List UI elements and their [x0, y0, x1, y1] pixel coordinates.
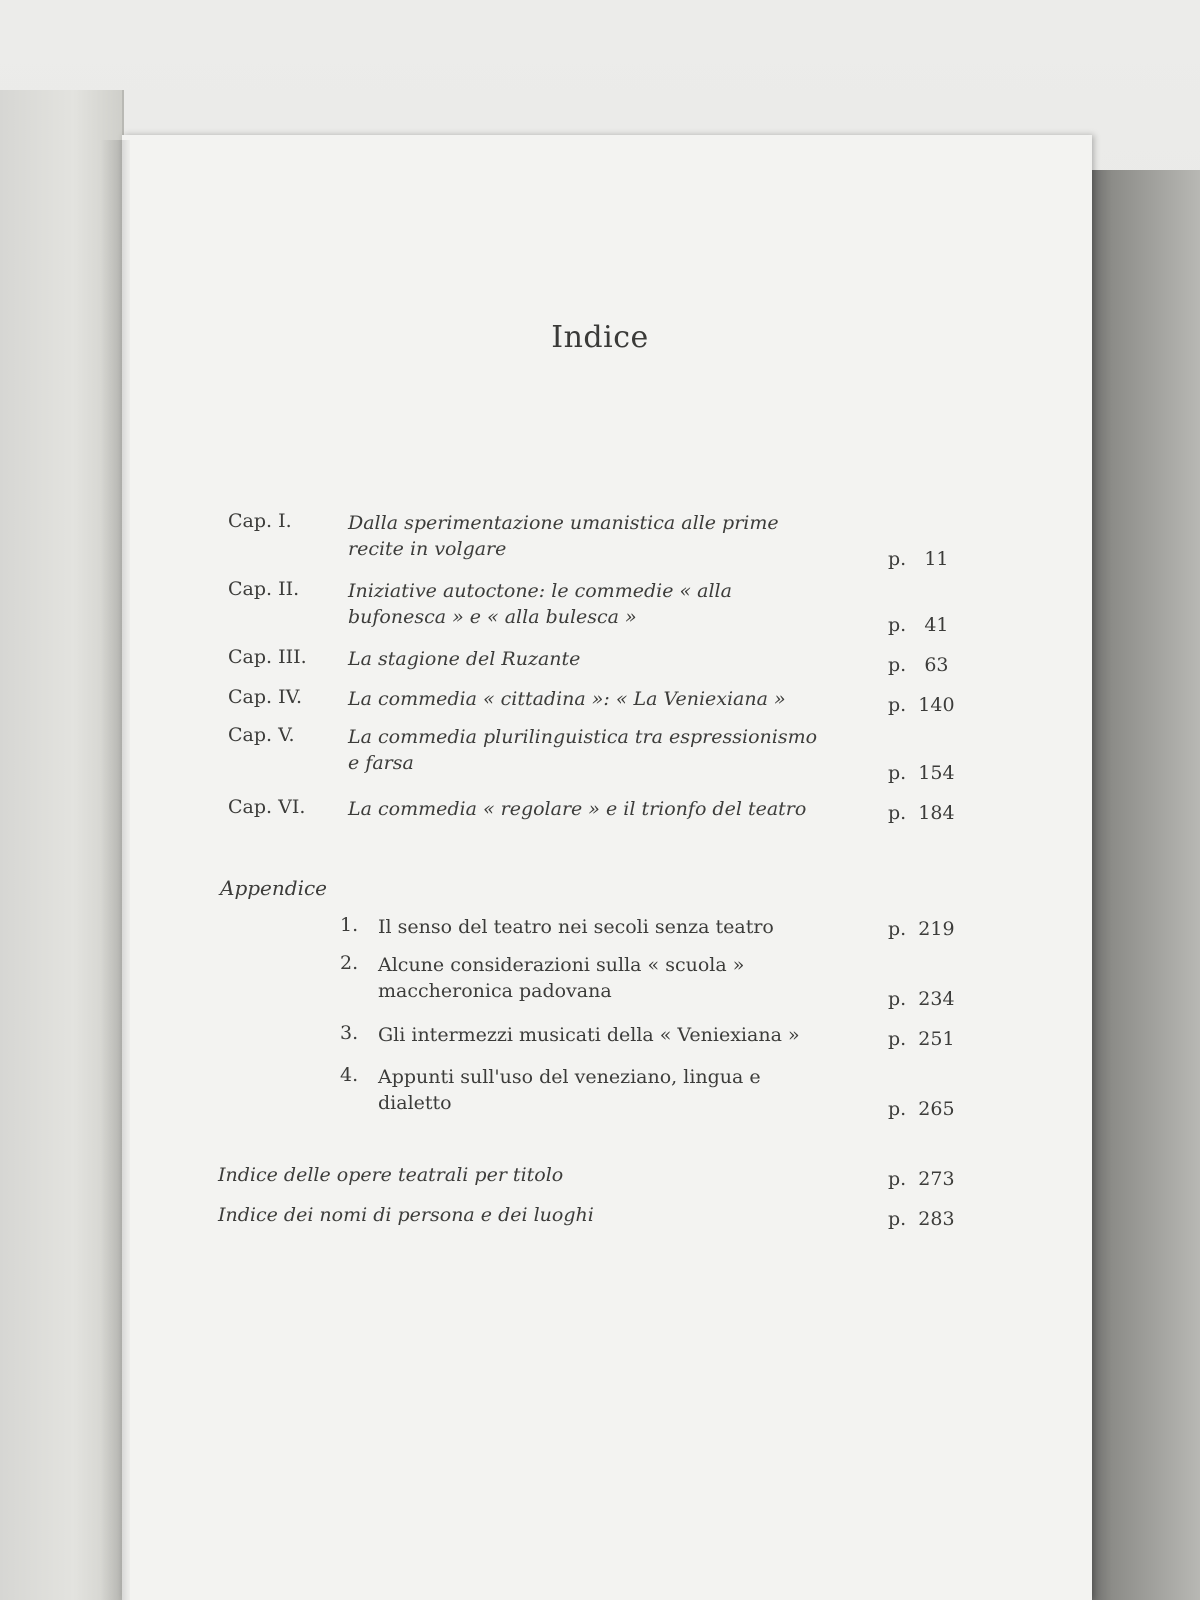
appendix-title: Il senso del teatro nei secoli senza teatro: [378, 916, 774, 938]
chapter-page: p. 184: [888, 802, 955, 824]
chapter-title: La commedia « cittadina »: « La Veniexiana »: [348, 688, 786, 710]
appendix-title: Gli intermezzi musicati della « Veniexiana »: [378, 1024, 800, 1046]
index-title: Indice dei nomi di persona e dei luoghi: [218, 1204, 594, 1226]
chapter-title: Iniziative autoctone: le commedie « alla bufonesca » e « alla bulesca »: [348, 580, 732, 628]
appendix-page: p. 219: [888, 918, 955, 940]
appendix-page: p. 251: [888, 1028, 955, 1050]
appendix-number: 3.: [340, 1022, 359, 1044]
chapter-label: Cap. V.: [228, 724, 295, 746]
chapter-label: Cap. II.: [228, 578, 300, 600]
gutter-shadow: [100, 140, 130, 1600]
book-cover-edge: [1090, 170, 1200, 1600]
appendix-heading: Appendice: [220, 876, 328, 900]
appendix-number: 1.: [340, 914, 359, 936]
chapter-label: Cap. III.: [228, 646, 307, 668]
appendix-number: 2.: [340, 952, 359, 974]
chapter-title: Dalla sperimentazione umanistica alle prime recite in volgare: [348, 512, 779, 560]
index-page: p. 273: [888, 1168, 955, 1190]
chapter-page: p. 41: [888, 614, 949, 636]
chapter-label: Cap. IV.: [228, 686, 303, 708]
appendix-title: Appunti sull'uso del veneziano, lingua e dialetto: [378, 1066, 761, 1114]
chapter-page: p. 11: [888, 548, 949, 570]
chapter-label: Cap. VI.: [228, 796, 306, 818]
appendix-title: Alcune considerazioni sulla « scuola » maccheronica padovana: [378, 954, 745, 1002]
appendix-page: p. 265: [888, 1098, 955, 1120]
appendix-page: p. 234: [888, 988, 955, 1010]
chapter-page: p. 154: [888, 762, 955, 784]
chapter-label: Cap. I.: [228, 510, 292, 532]
chapter-page: p. 63: [888, 654, 949, 676]
index-page: p. 283: [888, 1208, 955, 1230]
appendix-number: 4.: [340, 1064, 359, 1086]
index-title: Indice delle opere teatrali per titolo: [218, 1164, 564, 1186]
page-title: Indice: [551, 320, 649, 355]
chapter-title: La commedia « regolare » e il trionfo del teatro: [348, 798, 807, 820]
chapter-title: La stagione del Ruzante: [348, 648, 581, 670]
chapter-page: p. 140: [888, 694, 955, 716]
chapter-title: La commedia plurilinguistica tra espressionismo e farsa: [348, 726, 818, 774]
